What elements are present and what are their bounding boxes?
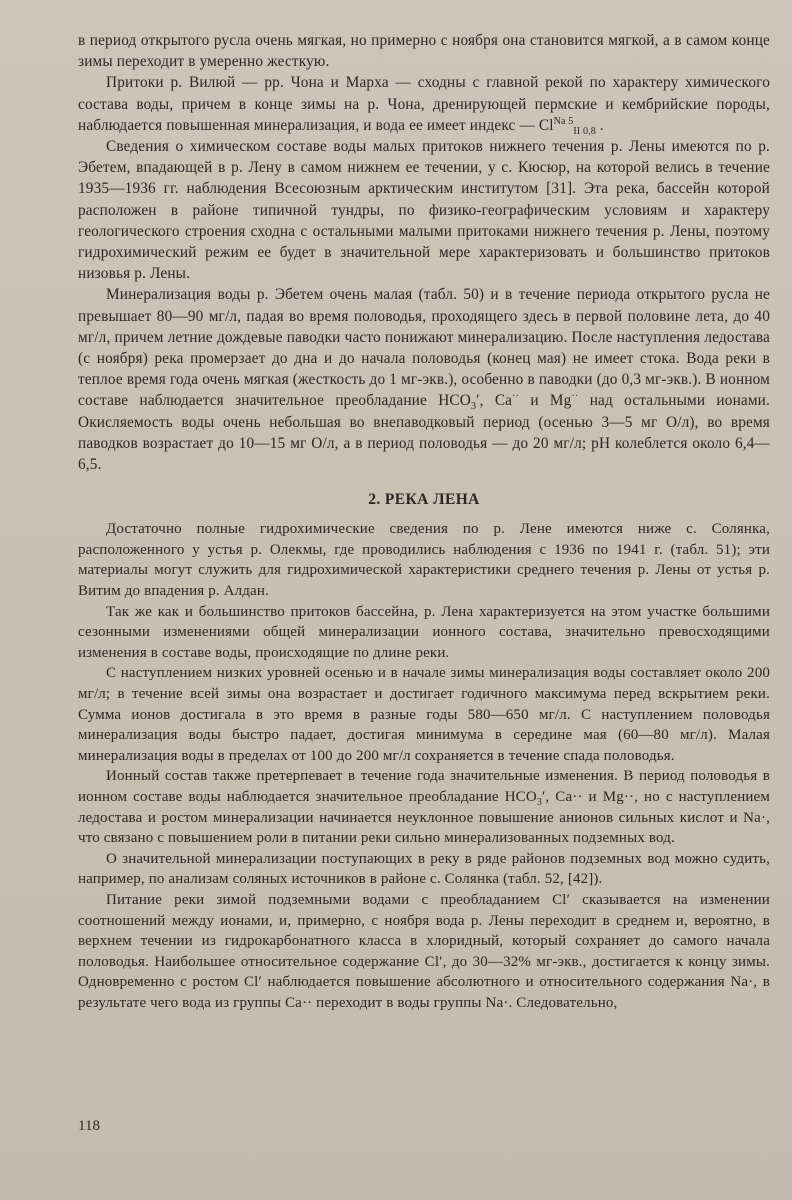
paragraph-lena-5: О значительной минерализации поступающих в реку в ряде районов подземных вод можно судить, например, по анализам соляных источников в районе с. Солянка (табл. 52, [42]). [78,850,770,888]
ions-mg: и Mg [519,392,572,410]
hco3-subscript: 3 [470,401,477,413]
paragraph-lena-1: Достаточно полные гидрохимические сведения по р. Лене имеются ниже с. Солянка, расположенного у устья р. Олекмы, где проводились наблюдения с 1936 по 1941 г. (табл. 51); эти материалы могут служить для гидрохимической характеристики среднего течения р. Лены от устья р. Витим до впадения р. Алдан. [78,521,770,600]
index-subscript: II 0,8 [573,125,596,137]
paragraph-ebetem-end: над остальными ионами. Окисляемость воды очень небольшая во внепаводковый период (осенью 3—5 мг O/л), во время паводков возрастает до 10—15 мг O/л, а в период половодья — до 20 мг/л; pH колеблется около 6,4—6,5. [78,392,770,474]
paragraph-ebetem-text: Минерализация воды р. Эбетем очень малая (табл. 50) и в течение периода открытого русла не превышает 80—90 мг/л, падая во время половодья, проходящего здесь в первой половине лета, до 40 мг/л, причем летние дождевые паводки часто понижают минерализацию. После наступления ледостава (с ноября) река промерзает до дна и до начала половодья (конец мая) не имеет стока. Вода реки в теплое время года очень мягкая (жесткость до 1 мг-экв.), особенно в паводки (до 0,3 мг-экв.). В ионном составе наблюдается значительное преобладание HCO [78,286,770,410]
paragraph-lena-6: Питание реки зимой подземными водами с преобладанием Cl′ сказывается на изменении соотношений между ионами, и, примерно, с ноября вода р. Лены переходит в среднем и, вероятно, в верхнем течении из гидрокарбонатного класса в хлоридный, который сохраняет до самого начала половодья. Наибольшее относительное содержание Cl′, до 30—32% мг-экв., достигается к концу зимы. Одновременно с ростом Cl′ наблюдается повышение абсолютного и относительного содержания Na·, в результате чего вода из группы Ca·· переходит в воды группы Na·. Следовательно, [78,891,770,1011]
paragraph-top-1: в период открытого русла очень мягкая, но примерно с ноября она становится мягкой, а в самом конце зимы переходит в умеренно жесткую. [78,32,770,71]
ca-dots: ·· [512,391,520,403]
hco3-subscript-2: 3 [536,796,542,808]
paragraph-ebetem-mineralization [78,284,770,475]
mg-dots: ·· [571,391,579,403]
ions-ca: ′, Ca [476,392,513,410]
index-superscript: Na 5 [553,115,574,127]
paragraph-lena-4-end: ′, Ca·· и Mg··, но с наступлением ледостава и ростом минерализации начинается неуклонное повышение анионов сильных кислот и Na·, что связано с повышением роли в питании реки сильно минерализованных подземных вод. [78,788,771,847]
section-heading: 2. РЕКА ЛЕНА [368,491,480,509]
index-end: . [595,116,604,134]
paragraph-lena-4-text: Ионный состав также претерпевает в течение года значительные изменения. В период половодья в ионном составе воды наблюдается значительное преобладание HCO [78,768,770,805]
paragraph-lena-3: С наступлением низких уровней осенью и в начале зимы минерализация воды составляет около 200 мг/л; в течение всей зимы она возрастает и достигает годичного максимума перед вскрытием реки. Сумма ионов достигала в это время в разные годы 580—650 мг/л. С наступлением половодья минерализация воды быстро падает, достигая минимума в середине мая (60—80 мг/л). Малая минерализация воды в пределах от 100 до 200 мг/л сохраняется в течение спада половодья. [78,665,770,764]
paragraph-tributaries-text: Притоки р. Вилюй — рр. Чона и Марха — сходны с главной рекой по характеру химического состава воды, причем в конце зимы на р. Чона, дренирующей пермские и кембрийские породы, наблюдается повышенная минерализация, и вода ее имеет индекс — Cl [78,74,770,134]
paragraph-lena-2: Так же как и большинство притоков бассейна, р. Лена характеризуется на этом участке большими сезонными изменениями общей минерализации ионного состава, значительно превосходящими изменения в составе воды, происходящие по длине реки. [78,603,770,661]
paragraph-tributaries [78,72,770,136]
paragraph-lena-4 [78,766,770,848]
page-number: 118 [78,1118,100,1134]
paragraph-ebetem-info: Сведения о химическом составе воды малых притоков нижнего течения р. Лены имеются по р. Эбетем, впадающей в р. Лену в самом нижнем ее течении, у с. Кюсюр, на которой велись в течение 1935—1936 гг. наблюдения Всесоюзным арктическим институтом [31]. Эта река, бассейн которой расположен в районе типичной тундры, по физико-географическим условиям и характеру геологического строения сходна с остальными малыми притоками нижнего течения р. Лены, поэтому гидрохимический режим ее будет в значительной мере характеризовать и большинство притоков низовья р. Лены. [78,138,770,283]
